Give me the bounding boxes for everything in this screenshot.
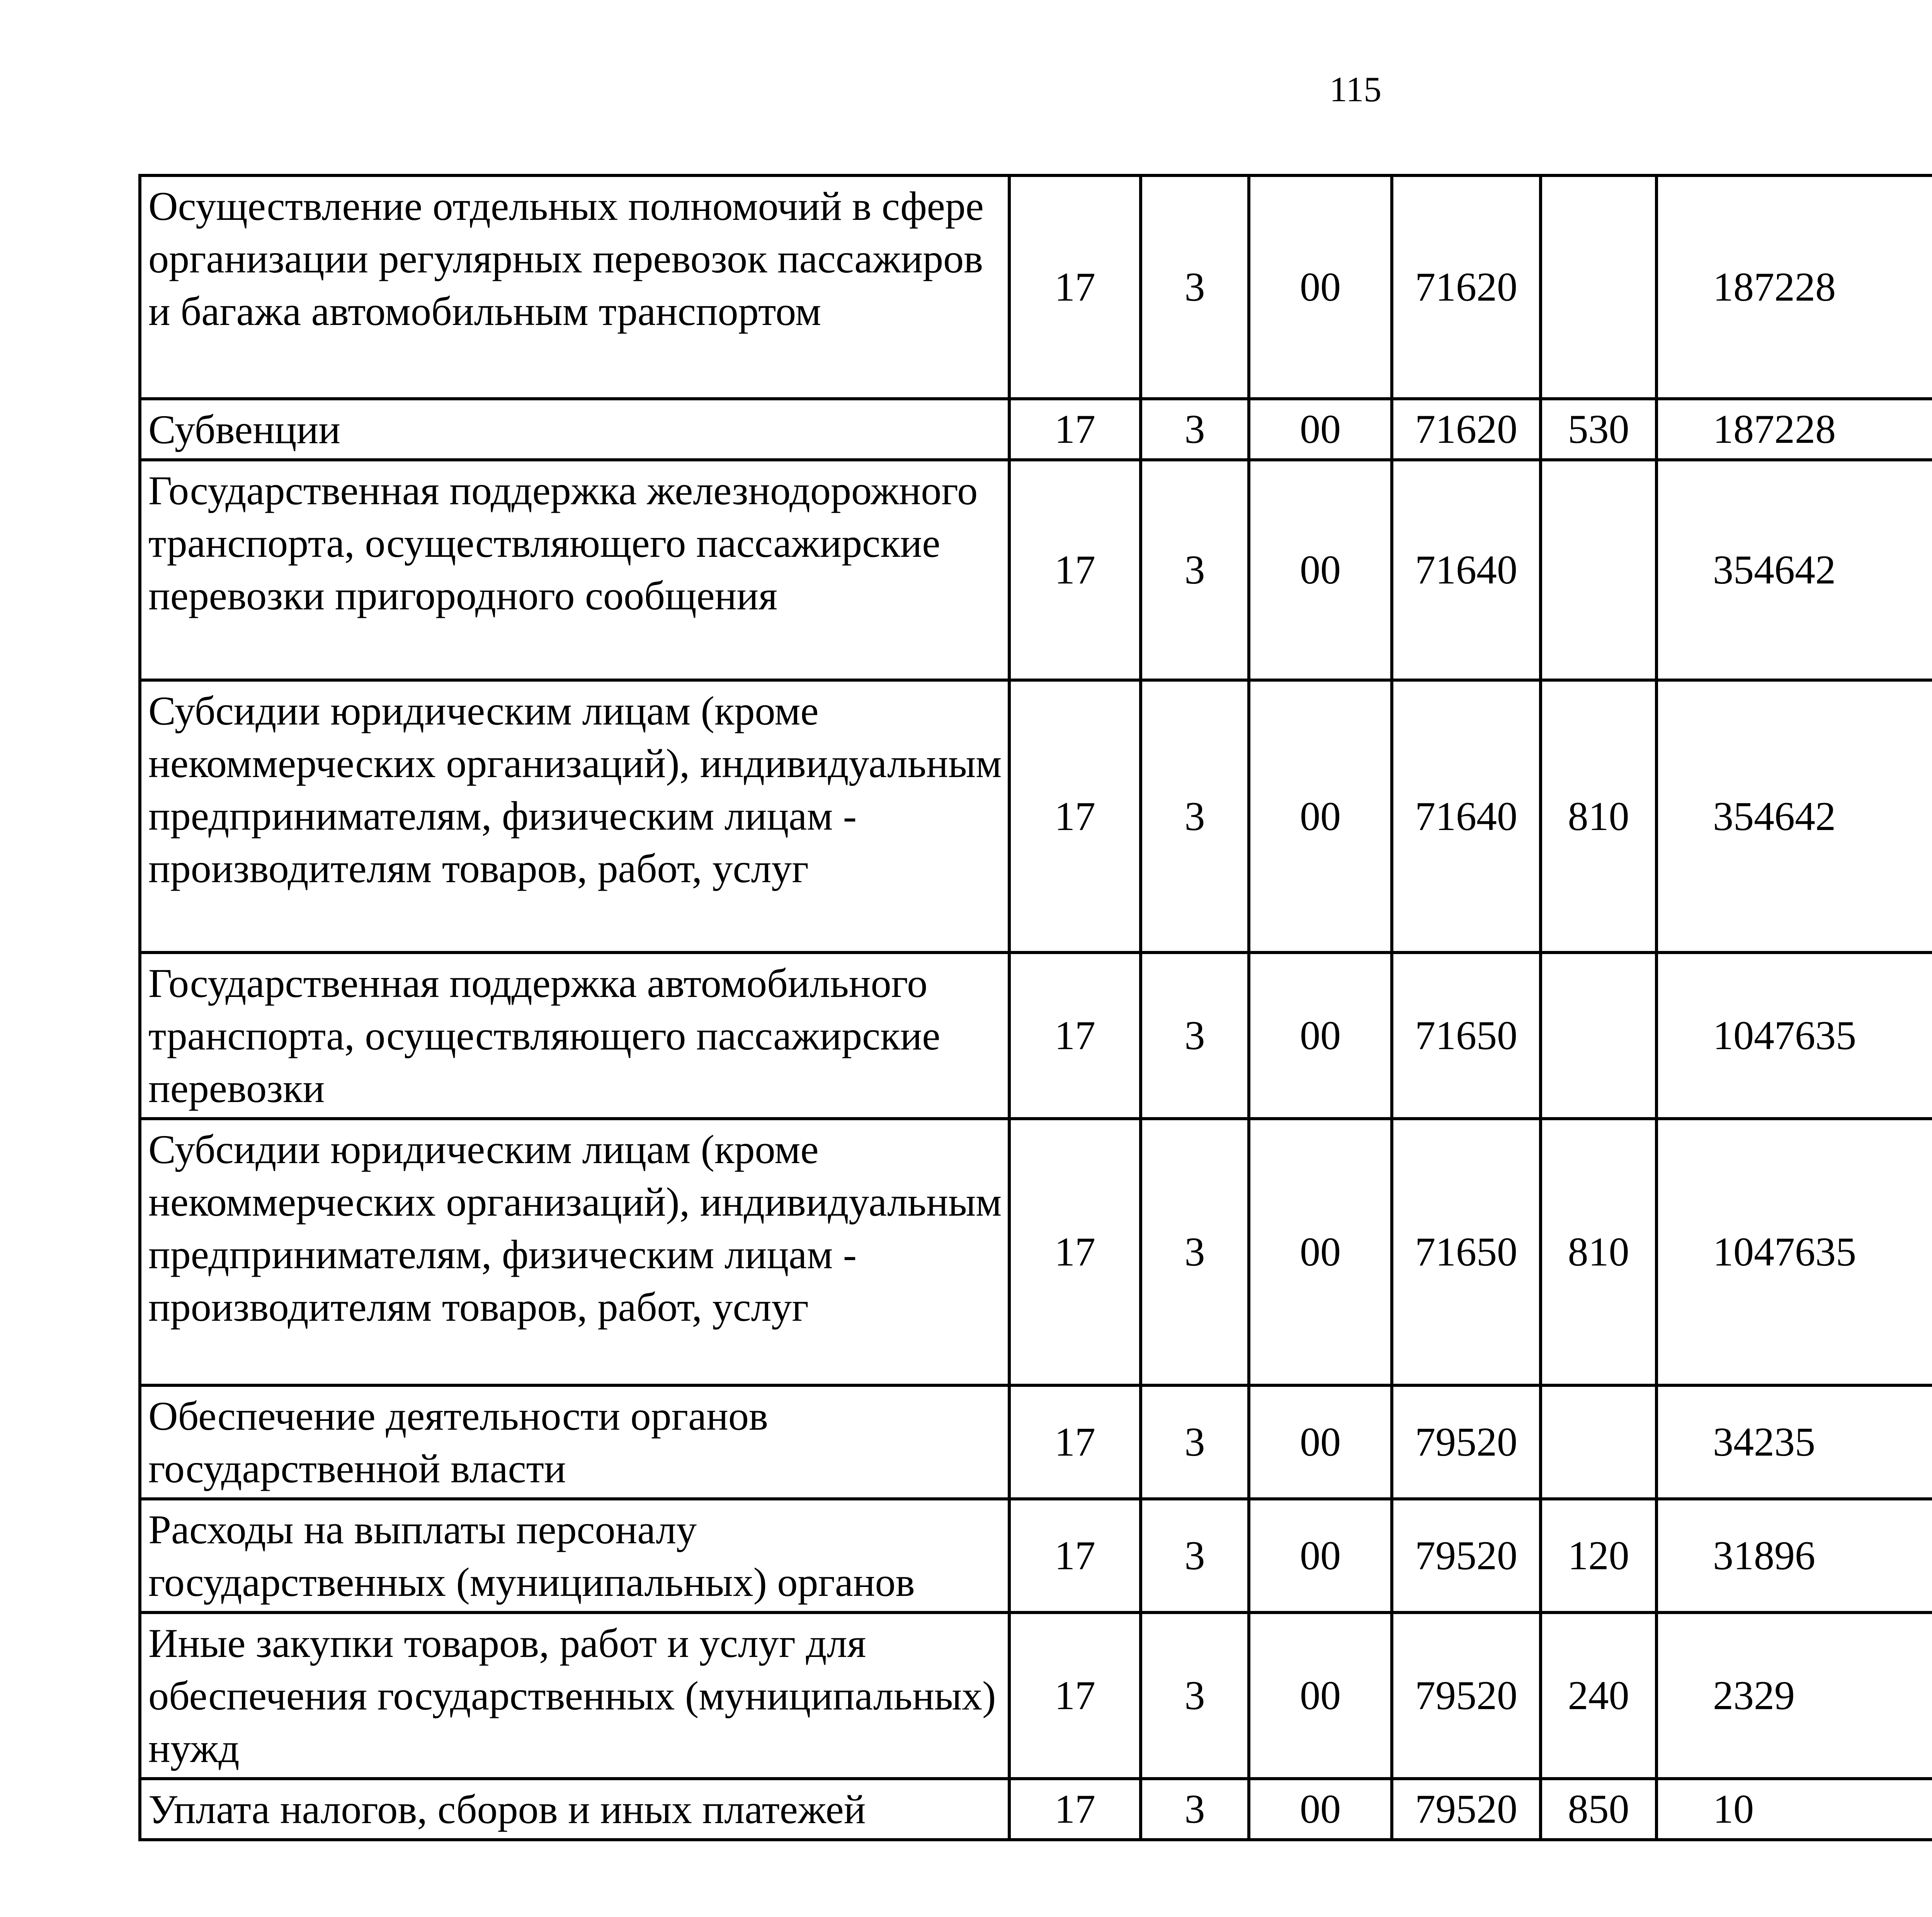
cell-c3: 00 <box>1249 399 1392 460</box>
cell-v1: 31896 <box>1656 1499 1932 1613</box>
cell-c1: 17 <box>1009 680 1141 953</box>
row-name: Иные закупки товаров, работ и услуг для обеспечения государственных (муниципальных) нужд <box>140 1613 1009 1779</box>
cell-c3: 00 <box>1249 953 1392 1119</box>
cell-v1: 187228 <box>1656 399 1932 460</box>
cell-c2: 3 <box>1141 460 1249 680</box>
cell-c2: 3 <box>1141 1385 1249 1499</box>
cell-v1: 354642 <box>1656 460 1932 680</box>
cell-c5: 810 <box>1541 680 1656 953</box>
cell-c2: 3 <box>1141 953 1249 1119</box>
cell-c2: 3 <box>1141 680 1249 953</box>
cell-c3: 00 <box>1249 1385 1392 1499</box>
row-name: Обеспечение деятельности органов государственной власти <box>140 1385 1009 1499</box>
cell-c4: 71650 <box>1392 953 1541 1119</box>
cell-c4: 71640 <box>1392 680 1541 953</box>
cell-c5: 810 <box>1541 1119 1656 1385</box>
row-name: Субсидии юридическим лицам (кроме некоммерческих организаций), индивидуальным предпринимателям, физическим лицам - производителям товаров, работ, услуг <box>140 680 1009 953</box>
cell-c3: 00 <box>1249 1613 1392 1779</box>
cell-c4: 71640 <box>1392 460 1541 680</box>
row-name: Уплата налогов, сборов и иных платежей <box>140 1779 1009 1840</box>
cell-c2: 3 <box>1141 1499 1249 1613</box>
cell-c2: 3 <box>1141 1779 1249 1840</box>
cell-c4: 71620 <box>1392 399 1541 460</box>
cell-c4: 79520 <box>1392 1613 1541 1779</box>
cell-c1: 17 <box>1009 1779 1141 1840</box>
cell-v1: 1047635 <box>1656 953 1932 1119</box>
cell-v1: 1047635 <box>1656 1119 1932 1385</box>
cell-c5 <box>1541 1385 1656 1499</box>
cell-c1: 17 <box>1009 1385 1141 1499</box>
page-number: 115 <box>1329 70 1382 109</box>
cell-c5: 120 <box>1541 1499 1656 1613</box>
cell-c2: 3 <box>1141 1119 1249 1385</box>
cell-v1: 2329 <box>1656 1613 1932 1779</box>
table-row <box>140 1499 1932 1613</box>
row-name: Субсидии юридическим лицам (кроме некоммерческих организаций), индивидуальным предпринимателям, физическим лицам - производителям товаров, работ, услуг <box>140 1119 1009 1385</box>
row-name: Государственная поддержка автомобильного транспорта, осуществляющего пассажирские перевозки <box>140 953 1009 1119</box>
cell-c2: 3 <box>1141 175 1249 399</box>
cell-c3: 00 <box>1249 1499 1392 1613</box>
row-name: Государственная поддержка железнодорожного транспорта, осуществляющего пассажирские перевозки пригородного сообщения <box>140 460 1009 680</box>
cell-c5 <box>1541 175 1656 399</box>
cell-c3: 00 <box>1249 175 1392 399</box>
cell-c3: 00 <box>1249 1119 1392 1385</box>
row-name: Расходы на выплаты персоналу государственных (муниципальных) органов <box>140 1499 1009 1613</box>
cell-v1: 354642 <box>1656 680 1932 953</box>
table-row <box>140 460 1932 680</box>
table-row <box>140 953 1932 1119</box>
cell-c2: 3 <box>1141 399 1249 460</box>
row-name: Субвенции <box>140 399 1009 460</box>
cell-c1: 17 <box>1009 399 1141 460</box>
table-row <box>140 1779 1932 1840</box>
cell-c5: 240 <box>1541 1613 1656 1779</box>
cell-c1: 17 <box>1009 1119 1141 1385</box>
cell-c4: 79520 <box>1392 1499 1541 1613</box>
table-row <box>140 680 1932 953</box>
cell-c1: 17 <box>1009 1499 1141 1613</box>
cell-c5 <box>1541 460 1656 680</box>
cell-c5: 530 <box>1541 399 1656 460</box>
cell-c5 <box>1541 953 1656 1119</box>
cell-v1: 187228 <box>1656 175 1932 399</box>
row-name: Осуществление отдельных полномочий в сфере организации регулярных перевозок пассажиров и багажа автомобильным транспортом <box>140 175 1009 399</box>
cell-c1: 17 <box>1009 460 1141 680</box>
cell-c4: 79520 <box>1392 1779 1541 1840</box>
cell-c4: 79520 <box>1392 1385 1541 1499</box>
cell-c1: 17 <box>1009 953 1141 1119</box>
cell-c1: 17 <box>1009 175 1141 399</box>
cell-c3: 00 <box>1249 460 1392 680</box>
cell-v1: 34235 <box>1656 1385 1932 1499</box>
cell-c5: 850 <box>1541 1779 1656 1840</box>
table-row <box>140 399 1932 460</box>
cell-v1: 10 <box>1656 1779 1932 1840</box>
table-row <box>140 1119 1932 1385</box>
cell-c4: 71620 <box>1392 175 1541 399</box>
table-row <box>140 1385 1932 1499</box>
cell-c3: 00 <box>1249 1779 1392 1840</box>
cell-c3: 00 <box>1249 680 1392 953</box>
cell-c4: 71650 <box>1392 1119 1541 1385</box>
table-row <box>140 1613 1932 1779</box>
budget-table <box>138 174 1932 1841</box>
table-row <box>140 175 1932 399</box>
cell-c2: 3 <box>1141 1613 1249 1779</box>
cell-c1: 17 <box>1009 1613 1141 1779</box>
